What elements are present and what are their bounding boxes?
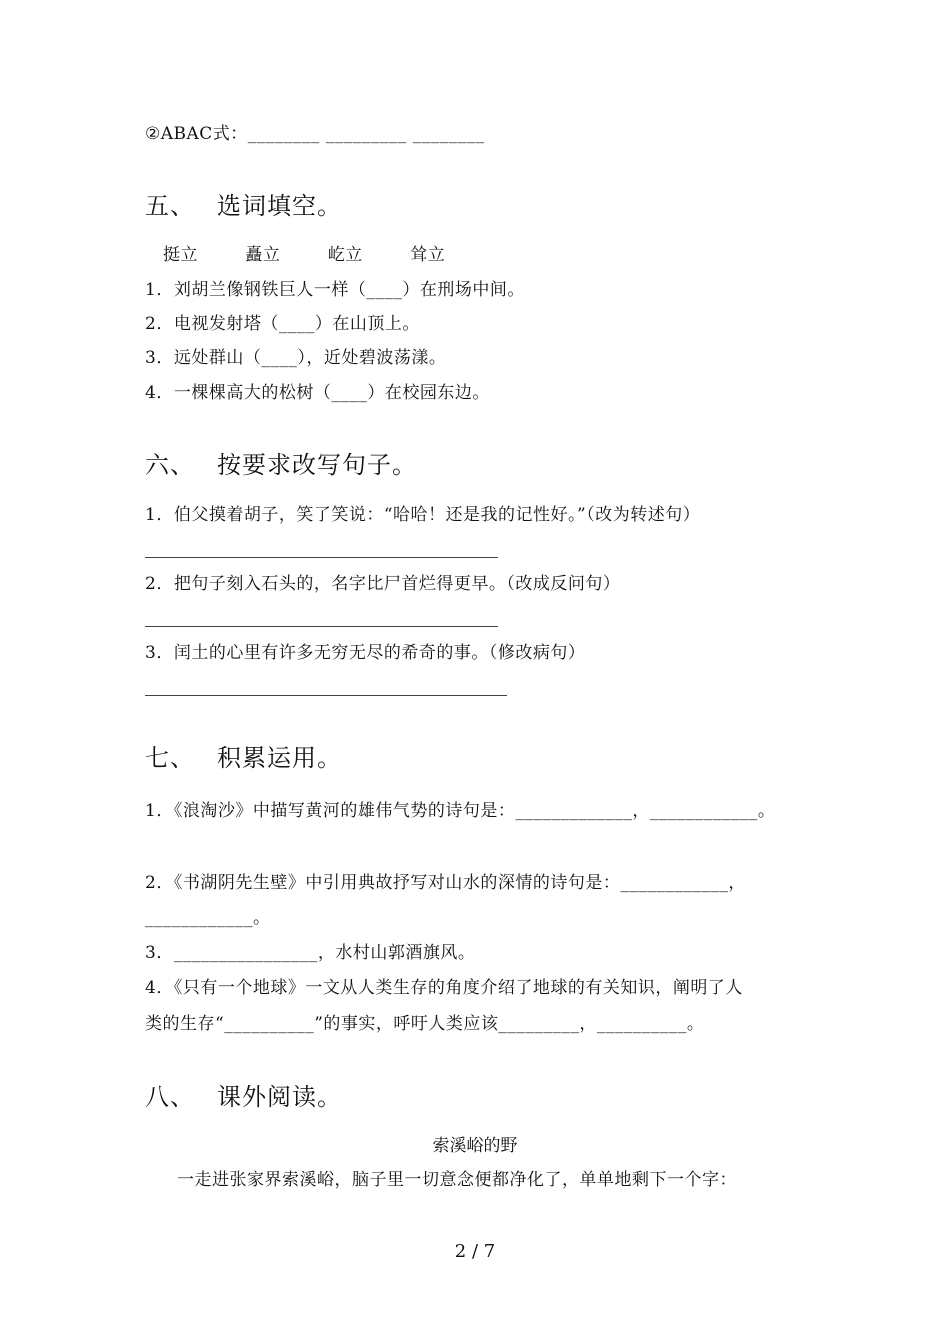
answer-line[interactable] — [145, 557, 498, 558]
section-7-heading — [145, 742, 342, 774]
word-choices — [163, 243, 487, 267]
word-choice: 耸立 — [410, 245, 446, 265]
question-line: 3．________________，水村山郭酒旗风。 — [145, 943, 476, 963]
section-8-number: 八、 — [145, 1083, 195, 1111]
question-item: 3．远处群山（____），近处碧波荡漾。 — [145, 348, 447, 368]
section-6-heading — [145, 449, 417, 481]
question-item: 1．伯父摸着胡子，笑了笑说：“哈哈！还是我的记性好。”（改为转述句） — [145, 505, 701, 525]
section-7-title: 积累运用。 — [217, 744, 342, 772]
page-number: 2 / 7 — [454, 1241, 496, 1262]
abac-fill-line: ②ABAC式：________ _________ ________ — [145, 124, 485, 144]
question-item: 2．电视发射塔（____）在山顶上。 — [145, 314, 420, 334]
question-item: 1．刘胡兰像钢铁巨人一样（____）在刑场中间。 — [145, 280, 525, 300]
question-line: 4．《只有一个地球》一文从人类生存的角度介绍了地球的有关知识，阐明了人 — [145, 978, 743, 998]
question-line: 类的生存“__________”的事实，呼吁人类应该_________，__________。 — [145, 1014, 705, 1034]
question-line: 1．《浪淘沙》中描写黄河的雄伟气势的诗句是：_____________，____________。 — [145, 801, 776, 821]
question-line: 2．《书湖阴先生壁》中引用典故抒写对山水的深情的诗句是：____________， — [145, 873, 746, 893]
question-line: ____________。 — [145, 908, 271, 928]
article-title: 索溪峪的野 — [432, 1136, 518, 1156]
section-7-number: 七、 — [145, 744, 195, 772]
section-6-title: 按要求改写句子。 — [217, 451, 417, 479]
section-8-title: 课外阅读。 — [217, 1083, 342, 1111]
section-8-heading — [145, 1081, 342, 1113]
section-5-number: 五、 — [145, 192, 195, 220]
article-paragraph: 一走进张家界索溪峪，脑子里一切意念便都净化了，单单地剩下一个字： — [177, 1170, 737, 1190]
section-5-title: 选词填空。 — [217, 192, 342, 220]
question-item: 4．一棵棵高大的松树（____）在校园东边。 — [145, 383, 490, 403]
question-item: 2．把句子刻入石头的，名字比尸首烂得更早。（改成反问句） — [145, 574, 621, 594]
section-5-heading — [145, 190, 342, 222]
word-choice: 挺立 — [163, 245, 198, 265]
section-6-number: 六、 — [145, 451, 195, 479]
word-choice: 屹立 — [327, 245, 363, 265]
question-item: 3．闰土的心里有许多无穷无尽的希奇的事。（修改病句） — [145, 643, 586, 663]
answer-line[interactable] — [145, 695, 507, 696]
word-choice: 矗立 — [245, 245, 281, 265]
answer-line[interactable] — [145, 626, 498, 627]
